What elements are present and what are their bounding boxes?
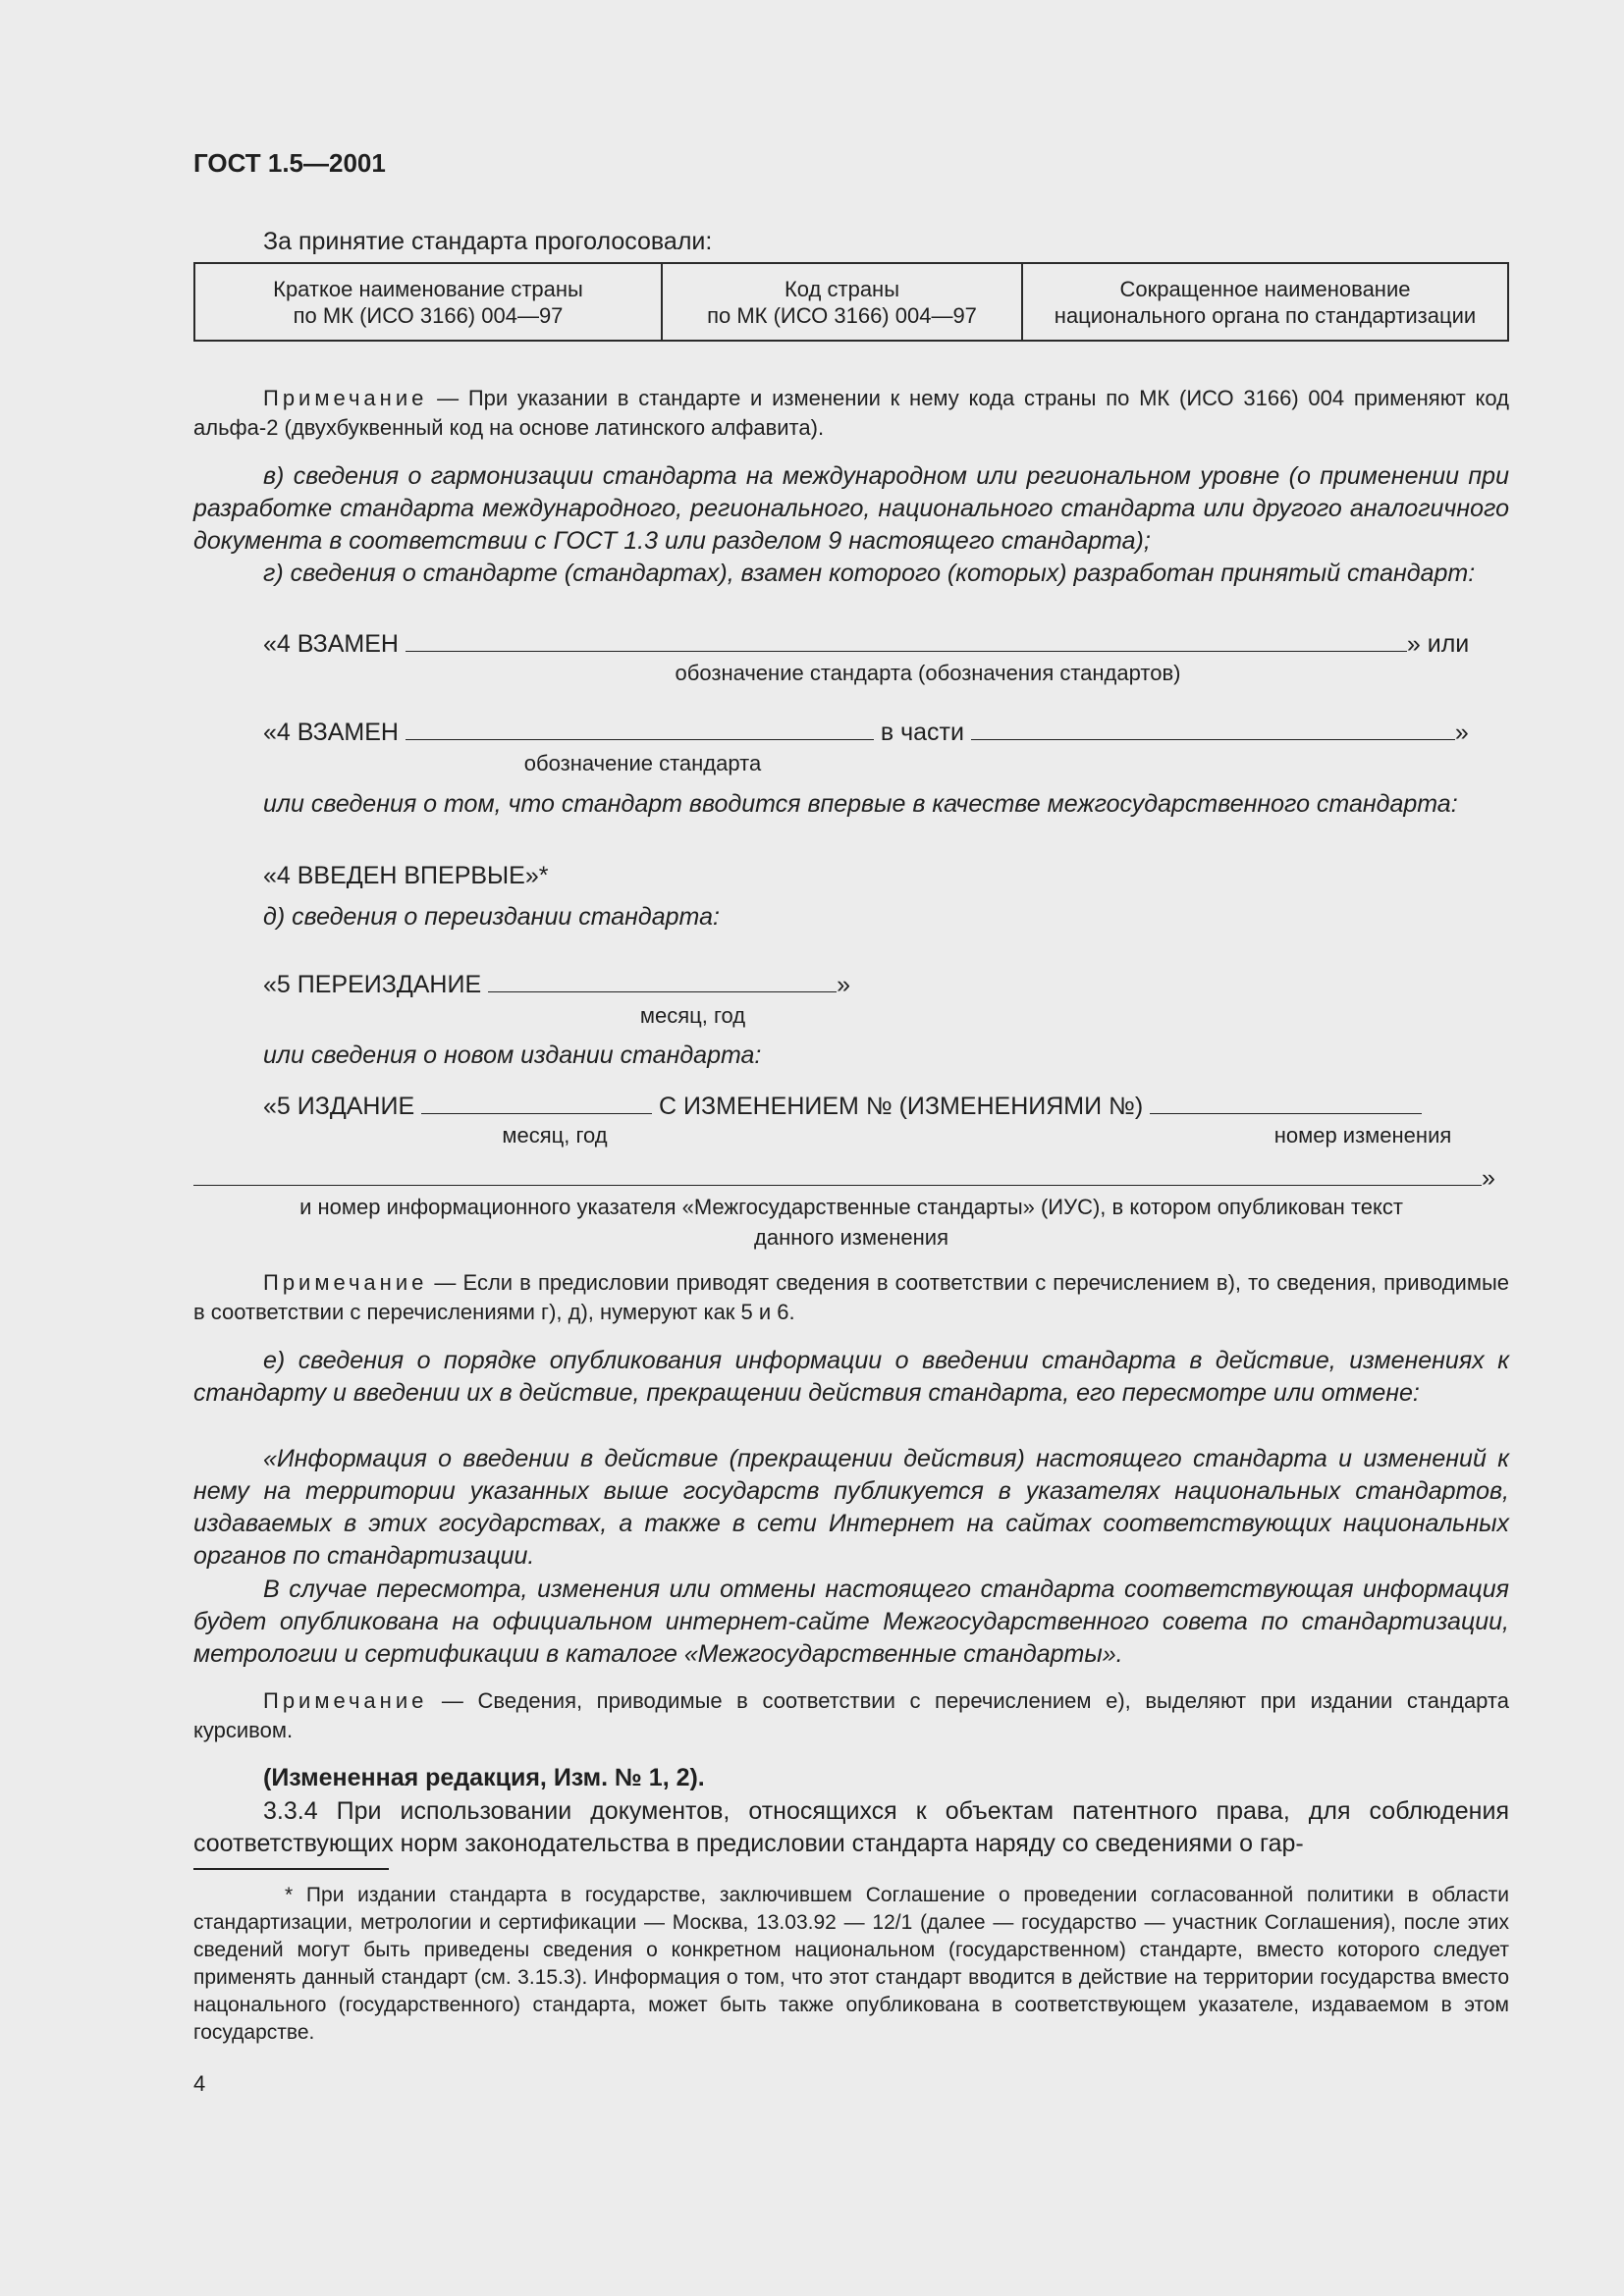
form-middle: С ИЗМЕНЕНИЕМ № (ИЗМЕНЕНИЯМИ №)	[659, 1093, 1144, 1120]
form-caption: обозначение стандарта (обозначения стандартов)	[675, 661, 1181, 685]
footnote: * При издании стандарта в государстве, заключившем Соглашение о проведении согласованной политики в области стандартизации, метрологии и сертификации — Москва, 13.03.92 — 12/1 (далее — государство — участник Соглашения), после этих сведений могут быть приведены сведения о конкретном национальном (государственном) стандарте, вместо которого следует применять данный стандарт (см. 3.15.3). Информация о том, что этот стандарт вводится в действие на территории государства вместо нацонального (государственного) стандарта, может быть также опубликована в соответствующем указателе, издаваемом в этом государстве.	[193, 1884, 1509, 2044]
quote-paragraph-1: «Информация о введении в действие (прекращении действия) настоящего стандарта и изменений к нему на территории указанных выше государств публикуется в указателях национальных стандартов, издаваемых в этих государствах, а также в сети Интернет на сайтах соответствующих национальных органов по стандартизации.	[193, 1445, 1509, 1570]
note-text: — При указании в стандарте и изменении к нему кода страны по МК (ИСО 3166) 004 применяют код альфа-2 (двухбуквенный код на основе латинского алфавита).	[193, 386, 1509, 440]
item-d: д) сведения о переиздании стандарта:	[263, 903, 720, 931]
column-header-line: Краткое наименование страны	[273, 276, 583, 301]
form-suffix: »	[1454, 719, 1469, 746]
form-caption-ius: и номер информационного указателя «Межгосударственные стандарты» (ИУС), в котором опубликован текст	[299, 1195, 1403, 1219]
form-middle: в части	[880, 719, 964, 746]
form-replaces-2	[263, 714, 1469, 749]
column-header-line: национального органа по стандартизации	[1054, 302, 1477, 328]
note-text: — Если в предисловии приводят сведения в соответствии с перечислением в), то сведения, приводимые в соответствии с перечислениями г), д), нумеруют как 5 и 6.	[193, 1270, 1509, 1324]
form-prefix: «4 ВЗАМЕН	[263, 630, 399, 658]
form-caption-ius: данного изменения	[754, 1225, 948, 1250]
blank-line	[406, 714, 874, 740]
note-1	[193, 384, 1509, 443]
form-suffix: » или	[1406, 630, 1470, 658]
blank-line	[1150, 1088, 1422, 1114]
form-suffix: »	[837, 971, 850, 998]
page-number: 4	[193, 2071, 206, 2096]
document-code-header: ГОСТ 1.5—2001	[193, 148, 386, 178]
blank-line	[193, 1159, 1482, 1186]
note-label: Примечание	[263, 386, 428, 410]
form-caption-date: месяц, год	[502, 1123, 608, 1148]
introduced-first: «4 ВВЕДЕН ВПЕРВЫЕ»*	[263, 862, 549, 889]
blank-line	[971, 714, 1455, 740]
form-reissue	[263, 966, 850, 1001]
form-suffix: »	[1482, 1164, 1495, 1192]
column-header-line: Сокращенное наименование	[1119, 276, 1411, 301]
column-header-line: Код страны	[784, 276, 900, 301]
voting-table	[193, 262, 1509, 342]
item-e: е) сведения о порядке опубликования информации о введении стандарта в действие, изменениях к стандарту и введении их в действие, прекращении действия стандарта, его пересмотре или отмене:	[193, 1347, 1509, 1407]
column-header-line: по МК (ИСО 3166) 004—97	[707, 302, 977, 328]
form-prefix: «5 ПЕРЕИЗДАНИЕ	[263, 971, 482, 998]
form-prefix: «5 ИЗДАНИЕ	[263, 1093, 415, 1120]
note-2	[193, 1268, 1509, 1327]
form-replaces-1	[263, 625, 1469, 661]
table-header-cell	[194, 263, 662, 341]
amended-note: (Измененная редакция, Изм. № 1, 2).	[263, 1764, 705, 1791]
item-v: в) сведения о гармонизации стандарта на международном или региональном уровне (о применении при разработке стандарта международного, регионального, национального стандарта или другого аналогичного документа в соответствии с ГОСТ 1.3 или разделом 9 настоящего стандарта);	[193, 462, 1509, 555]
footnote-separator	[193, 1868, 389, 1870]
form-prefix: «4 ВЗАМЕН	[263, 719, 399, 746]
column-header-line: по МК (ИСО 3166) 004—97	[293, 302, 564, 328]
table-header-cell	[1022, 263, 1508, 341]
item-g: г) сведения о стандарте (стандартах), взамен которого (которых) разработан принятый стандарт:	[263, 560, 1476, 587]
table-header-row	[194, 263, 1508, 341]
table-header-cell	[662, 263, 1022, 341]
or-introduced-first: или сведения о том, что стандарт вводится впервые в качестве межгосударственного стандарта:	[263, 790, 1458, 818]
form-edition-line2	[193, 1159, 1495, 1195]
blank-line	[421, 1088, 652, 1114]
note-label: Примечание	[263, 1270, 428, 1295]
or-new-edition: или сведения о новом издании стандарта:	[263, 1041, 762, 1069]
note-text: — Сведения, приводимые в соответствии с перечислением е), выделяют при издании стандарта курсивом.	[193, 1688, 1509, 1742]
quote-paragraph-2: В случае пересмотра, изменения или отмены настоящего стандарта соответствующая информация будет опубликована на официальном интернет-сайте Межгосударственного совета по стандартизации, метрологии и сертификации в каталоге «Межгосударственные стандарты».	[193, 1575, 1509, 1668]
paragraph-3-3-4: 3.3.4 При использовании документов, относящихся к объектам патентного права, для соблюдения соответствующих норм законодательства в предисловии стандарта наряду со сведениями о гар-	[193, 1797, 1509, 1857]
note-label: Примечание	[263, 1688, 428, 1713]
form-edition	[263, 1088, 1422, 1123]
form-caption: месяц, год	[639, 1003, 746, 1028]
voted-intro: За принятие стандарта проголосовали:	[263, 228, 713, 255]
form-caption: обозначение стандарта	[523, 751, 762, 775]
form-caption-number: номер изменения	[1273, 1123, 1452, 1148]
blank-line	[488, 966, 837, 992]
note-3	[193, 1686, 1509, 1745]
blank-line	[406, 625, 1407, 652]
